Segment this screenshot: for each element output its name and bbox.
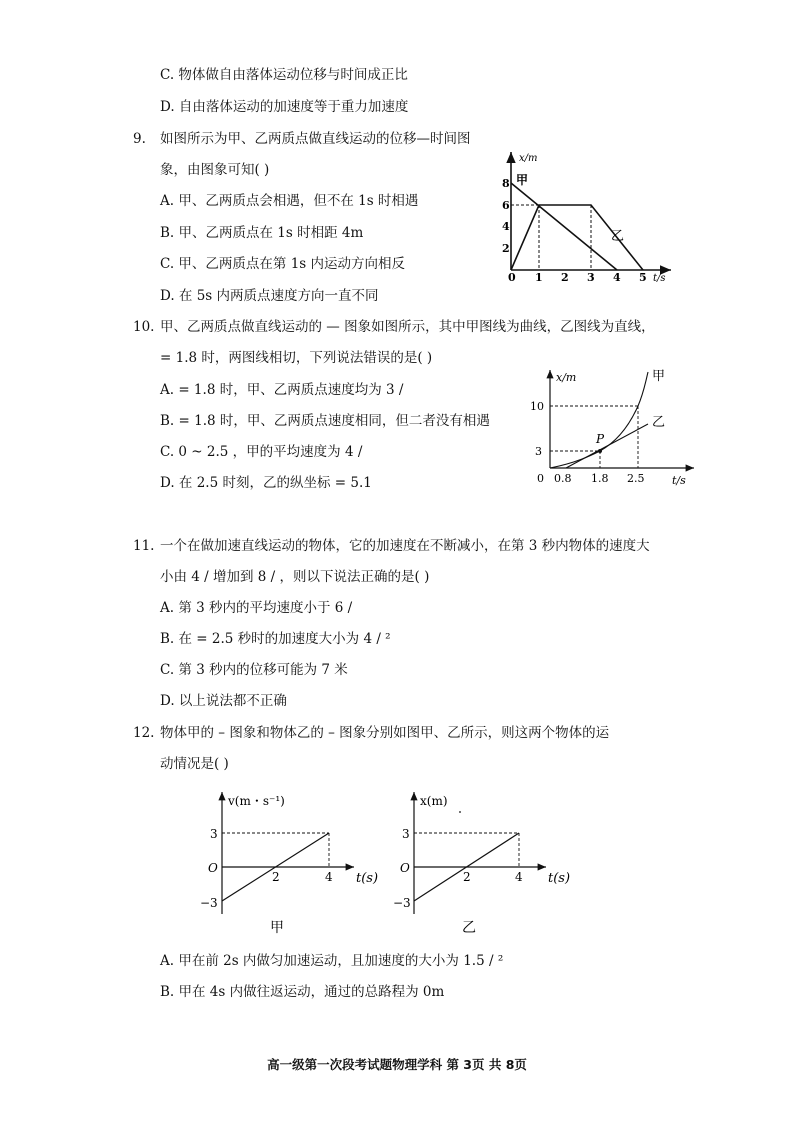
q9-option-c: C. 甲、乙两质点在第 1s 内运动方向相反 xyxy=(160,256,406,272)
q12-xt-graph xyxy=(392,786,582,938)
q9-option-b: B. 甲、乙两质点在 1s 时相距 4m xyxy=(160,225,364,241)
q12b-caption: 乙 xyxy=(462,920,476,936)
q12a-ytick-neg3: −3 xyxy=(200,896,218,910)
q10-xtick-0.8: 0.8 xyxy=(554,472,572,485)
q9-xtick-5: 5 xyxy=(639,271,647,282)
q12b-ytick-neg3: −3 xyxy=(393,896,411,910)
q9-label-jia: 甲 xyxy=(516,173,529,187)
page-footer: 高一级第一次段考试题物理学科 第 3页 共 8页 xyxy=(267,1057,527,1072)
q9-origin: 0 xyxy=(508,271,516,282)
q9-stem-line2: 象，由图象可知( ) xyxy=(160,162,270,178)
q9-stem-line1: 如图所示为甲、乙两质点做直线运动的位移—时间图 xyxy=(160,131,471,147)
q9-xtick-2: 2 xyxy=(561,271,569,282)
q9-xtick-3: 3 xyxy=(587,271,595,282)
q9-ylabel: x/m xyxy=(519,153,538,164)
q12-vt-graph xyxy=(196,786,386,938)
q10-point-p xyxy=(598,449,602,453)
q10-option-a: A. = 1.8 时，甲、乙两质点速度均为 3 / xyxy=(160,382,404,398)
q10-label-yi: 乙 xyxy=(652,415,666,430)
q10-number: 10. xyxy=(133,319,155,335)
q11-option-b: B. 在 = 2.5 秒时的加速度大小为 4 / ² xyxy=(160,631,391,647)
q12b-origin: O xyxy=(400,861,410,875)
q11-option-a: A. 第 3 秒内的平均速度小于 6 / xyxy=(160,600,353,616)
q12b-xlabel: t(s) xyxy=(548,871,571,886)
q9-xtick-1: 1 xyxy=(535,271,543,282)
q11-number: 11. xyxy=(133,538,155,554)
q10-xlabel: t/s xyxy=(672,474,686,487)
q9-ytick-4: 4 xyxy=(502,220,510,233)
q10-label-jia: 甲 xyxy=(652,369,666,384)
q12b-ylabel: x(m) xyxy=(420,794,448,808)
q8-option-d: D. 自由落体运动的加速度等于重力加速度 xyxy=(160,99,409,115)
q10-stem-line1: 甲、乙两质点做直线运动的 — 图象如图所示，其中甲图线为曲线，乙图线为直线， xyxy=(160,319,655,335)
q12b-xtick-2: 2 xyxy=(463,870,471,884)
q9-option-d: D. 在 5s 内两质点速度方向一直不同 xyxy=(160,288,379,304)
q10-xt-graph xyxy=(526,364,702,488)
q12a-xtick-4: 4 xyxy=(325,870,333,884)
q10-ytick-10: 10 xyxy=(530,400,544,413)
q10-option-c: C. 0 ~ 2.5 ，甲的平均速度为 4 / xyxy=(160,444,363,460)
q10-stem-line2: = 1.8 时，两图线相切，下列说法错误的是( ) xyxy=(160,350,433,366)
q12-option-b: B. 甲在 4s 内做往返运动，通过的总路程为 0m xyxy=(160,984,445,1000)
q12a-ytick-3: 3 xyxy=(210,827,218,841)
q10-option-d: D. 在 2.5 时刻，乙的纵坐标 = 5.1 xyxy=(160,475,372,491)
q12a-origin: O xyxy=(208,861,218,875)
q11-stem-line1: 一个在做加速直线运动的物体，它的加速度在不断减小，在第 3 秒内物体的速度大 xyxy=(160,538,650,554)
q10-origin: 0 xyxy=(537,472,544,485)
q9-option-a: A. 甲、乙两质点会相遇，但不在 1s 时相遇 xyxy=(160,193,419,209)
q9-label-yi: 乙 xyxy=(611,229,625,244)
q10-ylabel: x/m xyxy=(556,371,577,384)
q10-curve-jia xyxy=(550,372,648,468)
q12-number: 12. xyxy=(133,725,155,741)
q12-stem-line1: 物体甲的 – 图象和物体乙的 – 图象分别如图甲、乙所示，则这两个物体的运 xyxy=(160,725,610,741)
q9-xt-graph xyxy=(495,148,675,282)
q10-xtick-1.8: 1.8 xyxy=(591,472,609,485)
q9-ytick-2: 2 xyxy=(502,242,510,255)
q9-ytick-8: 8 xyxy=(502,177,510,190)
q9-xtick-4: 4 xyxy=(613,271,621,282)
q8-option-c: C. 物体做自由落体运动位移与时间成正比 xyxy=(160,67,408,83)
q10-label-p: P xyxy=(596,432,605,446)
q9-line-jia xyxy=(511,183,617,270)
q12b-xtick-4: 4 xyxy=(515,870,523,884)
q11-option-d: D. 以上说法都不正确 xyxy=(160,693,287,709)
q12a-xtick-2: 2 xyxy=(272,870,280,884)
q9-ytick-6: 6 xyxy=(502,199,510,212)
q11-stem-line2: 小由 4 / 增加到 8 / ，则以下说法正确的是( ) xyxy=(160,569,430,585)
q11-option-c: C. 第 3 秒内的位移可能为 7 米 xyxy=(160,662,348,678)
q9-xlabel: t/s xyxy=(653,273,666,282)
q10-option-b: B. = 1.8 时，甲、乙两质点速度相同，但二者没有相遇 xyxy=(160,413,490,429)
q12a-xlabel: t(s) xyxy=(356,871,379,886)
q10-ytick-3: 3 xyxy=(535,445,542,458)
q9-number: 9. xyxy=(133,131,146,147)
q12a-caption: 甲 xyxy=(270,920,284,936)
q10-xtick-2.5: 2.5 xyxy=(627,472,645,485)
q12a-ylabel: v(m・s⁻¹) xyxy=(228,794,285,808)
q12b-ytick-3: 3 xyxy=(402,827,410,841)
q12-option-a: A. 甲在前 2s 内做匀加速运动，且加速度的大小为 1.5 / ² xyxy=(160,953,504,969)
q12-stem-line2: 动情况是( ) xyxy=(160,756,229,772)
